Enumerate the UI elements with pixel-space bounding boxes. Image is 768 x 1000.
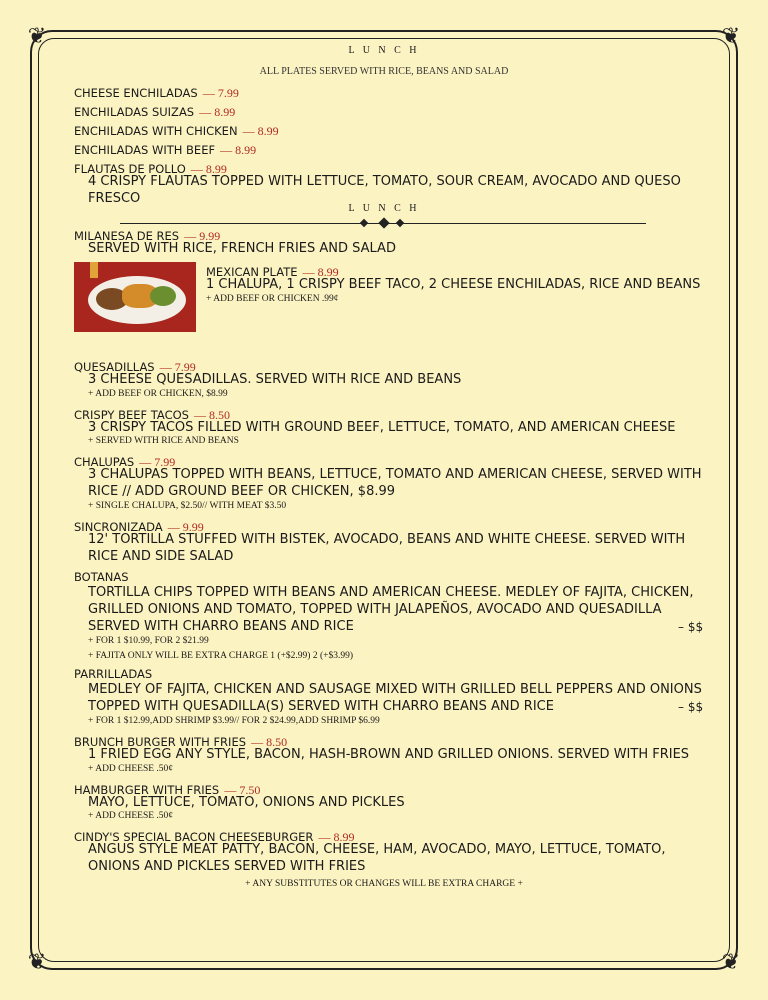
item-price: — 8.99 <box>220 143 257 157</box>
menu-item <box>74 82 239 101</box>
item-price: — 7.99 <box>202 86 239 100</box>
item-name: HAMBURGER WITH FRIES <box>74 783 220 797</box>
item-price: — 8.99 <box>190 162 227 176</box>
item-price: — 8.50 <box>251 735 288 749</box>
item-name: SINCRONIZADA <box>74 520 163 534</box>
item-note: + ADD CHEESE .50¢ <box>88 811 174 821</box>
item-name: QUESADILLAS <box>74 360 155 374</box>
item-name: FLAUTAS DE POLLO <box>74 162 186 176</box>
item-note: + FOR 1 $10.99, FOR 2 $21.99 <box>88 636 209 646</box>
menu-item <box>74 120 279 139</box>
item-price: — 7.50 <box>224 783 261 797</box>
item-note: + FAJITA ONLY WILL BE EXTRA CHARGE 1 (+$2.99) 2 (+$3.99) <box>88 651 354 661</box>
item-price: — 7.99 <box>159 360 196 374</box>
item-note: + SERVED WITH RICE AND BEANS <box>88 436 239 446</box>
item-name: ENCHILADAS WITH CHICKEN <box>74 124 238 138</box>
section-heading: L U N C H <box>348 203 420 214</box>
item-name: MEXICAN PLATE <box>206 265 298 279</box>
item-price: — 9.99 <box>184 229 221 243</box>
item-description: SERVED WITH CHARRO BEANS AND RICE <box>88 619 354 634</box>
menu-item <box>74 101 235 120</box>
item-note: + SINGLE CHALUPA, $2.50// WITH MEAT $3.50 <box>88 501 287 511</box>
mexican-plate-photo <box>74 262 196 332</box>
item-description: 3 CHEESE QUESADILLAS. SERVED WITH RICE AND BEANS <box>88 372 462 387</box>
item-description: RICE // ADD GROUND BEEF OR CHICKEN, $8.99 <box>88 484 396 499</box>
item-description: FRESCO <box>88 191 141 206</box>
item-price: — 9.99 <box>167 520 204 534</box>
flourish-icon: ❦ <box>27 950 47 975</box>
item-price: — 8.99 <box>199 105 236 119</box>
item-description: 12' TORTILLA STUFFED WITH BISTEK, AVOCADO, BEANS AND WHITE CHEESE. SERVED WITH <box>88 532 686 547</box>
item-price: — 8.99 <box>302 265 339 279</box>
item-description: MAYO, LETTUCE, TOMATO, ONIONS AND PICKLES <box>88 795 405 810</box>
item-description: ONIONS AND PICKLES SERVED WITH FRIES <box>88 859 366 874</box>
item-description: RICE AND SIDE SALAD <box>88 549 234 564</box>
item-name: BOTANAS <box>74 570 129 584</box>
item-description: 3 CRISPY TACOS FILLED WITH GROUND BEEF, LETTUCE, TOMATO, AND AMERICAN CHEESE <box>88 420 676 435</box>
item-name: MILANESA DE RES <box>74 229 180 243</box>
item-description: 1 FRIED EGG ANY STYLE, BACON, HASH-BROWN AND GRILLED ONIONS. SERVED WITH FRIES <box>88 747 690 762</box>
item-name: CINDY'S SPECIAL BACON CHEESEBURGER <box>74 830 314 844</box>
item-name: CRISPY BEEF TACOS <box>74 408 189 422</box>
item-price: — 8.50 <box>194 408 231 422</box>
item-description: 4 CRISPY FLAUTAS TOPPED WITH LETTUCE, TOMATO, SOUR CREAM, AVOCADO AND QUESO <box>88 174 681 189</box>
item-note: + FOR 1 $12.99,ADD SHRIMP $3.99// FOR 2 $24.99,ADD SHRIMP $6.99 <box>88 716 380 726</box>
menu-title: L U N C H <box>348 45 420 56</box>
item-price: — 8.99 <box>242 124 279 138</box>
item-name: PARRILLADAS <box>74 667 153 681</box>
item-price: – $$ <box>678 620 704 634</box>
item-description: TOPPED WITH QUESADILLA(S) SERVED WITH CHARRO BEANS AND RICE <box>88 699 554 714</box>
menu-subtitle: ALL PLATES SERVED WITH RICE, BEANS AND SALAD <box>259 66 509 77</box>
item-name: ENCHILADAS WITH BEEF <box>74 143 216 157</box>
item-description: SERVED WITH RICE, FRENCH FRIES AND SALAD <box>88 241 396 256</box>
item-note: + ADD CHEESE .50¢ <box>88 764 174 774</box>
item-name: CHEESE ENCHILADAS <box>74 86 198 100</box>
item-price: — 7.99 <box>139 455 176 469</box>
flourish-icon: ❦ <box>721 24 741 49</box>
item-note: + ADD BEEF OR CHICKEN .99¢ <box>206 294 339 304</box>
item-name: ENCHILADAS SUIZAS <box>74 105 195 119</box>
item-price: — 8.99 <box>318 830 355 844</box>
menu-item <box>74 139 256 158</box>
item-description: 1 CHALUPA, 1 CRISPY BEEF TACO, 2 CHEESE ENCHILADAS, RICE AND BEANS <box>206 277 701 292</box>
flourish-icon: ❦ <box>27 24 47 49</box>
footer-note: + ANY SUBSTITUTES OR CHANGES WILL BE EXTRA CHARGE + <box>245 879 523 889</box>
item-note: + ADD BEEF OR CHICKEN, $8.99 <box>88 389 228 399</box>
item-description: GRILLED ONIONS AND TOMATO, TOPPED WITH JALAPEÑOS, AVOCADO AND QUESADILLA <box>88 602 662 617</box>
item-name: CHALUPAS <box>74 455 135 469</box>
item-description: MEDLEY OF FAJITA, CHICKEN AND SAUSAGE MIXED WITH GRILLED BELL PEPPERS AND ONIONS <box>88 682 702 697</box>
item-name: BRUNCH BURGER WITH FRIES <box>74 735 247 749</box>
flourish-icon: ❦ <box>721 950 741 975</box>
item-description: ANGUS STYLE MEAT PATTY, BACON, CHEESE, HAM, AVOCADO, MAYO, LETTUCE, TOMATO, <box>88 842 666 857</box>
item-price: – $$ <box>678 700 704 714</box>
item-description: TORTILLA CHIPS TOPPED WITH BEANS AND AMERICAN CHEESE. MEDLEY OF FAJITA, CHICKEN, <box>88 585 694 600</box>
item-description: 3 CHALUPAS TOPPED WITH BEANS, LETTUCE, TOMATO AND AMERICAN CHEESE, SERVED WITH <box>88 467 702 482</box>
